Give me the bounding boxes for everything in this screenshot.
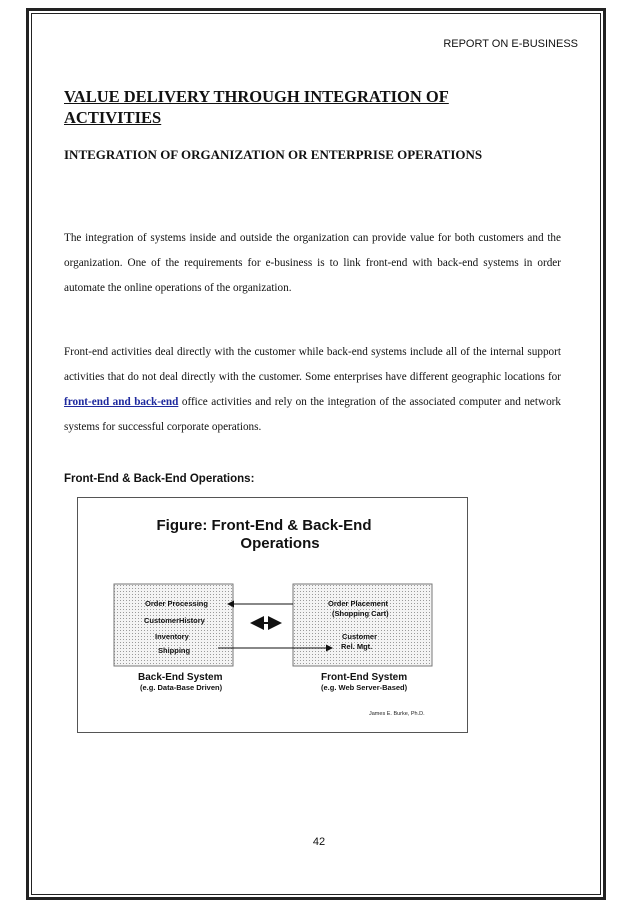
front-back-end-link[interactable]: front-end and back-end [64,396,179,408]
frontend-item-shopping-cart: (Shopping Cart) [332,609,389,618]
figure-credit: James E. Burke, Ph.D. [369,711,425,717]
paragraph-integration: The integration of systems inside and outside the organization can provide value for both customers and the organization. One of the requirements for e-business is to link front-end with back-end systems in order automate the online operations of the organization. [64,232,561,294]
paragraph-text-before: Front-end activities deal directly with the customer while back-end systems include all of the internal support activities that do not deal directly with the customer. Some enterprises have different geographic locations for [64,346,561,383]
figure-title-line2: Operations [240,535,320,552]
frontend-sub: (e.g. Web Server-Based) [321,683,408,692]
frontend-item-order-placement: Order Placement [328,599,389,608]
figure-title-line1: Figure: Front-End & Back-End [156,517,372,534]
figure-subheading: Front-End & Back-End Operations: [64,473,255,485]
frontend-item-rel-mgt: Rel. Mgt. [341,642,373,651]
paragraph-text-after: office activities and rely on the integration of the associated computer and network systems for successful corporate operations. [64,396,561,433]
subsection-heading: INTEGRATION OF ORGANIZATION OR ENTERPRISE OPERATIONS [64,147,483,162]
paragraph-front-back [64,340,561,440]
backend-item-customer-history: CustomerHistory [144,616,205,625]
figure-diagram [78,498,467,732]
section-heading: VALUE DELIVERY THROUGH INTEGRATION OF ACTIVITIES [64,87,449,127]
figure-front-back-end [77,497,468,733]
frontend-label: Front-End System [321,672,408,683]
backend-item-order-processing: Order Processing [145,599,208,608]
running-header: REPORT ON E-BUSINESS [443,38,578,50]
backend-sub: (e.g. Data-Base Driven) [140,683,223,692]
frontend-box [293,584,432,666]
backend-item-inventory: Inventory [155,632,189,641]
frontend-item-customer: Customer [342,632,378,641]
page-number: 42 [312,836,326,848]
backend-item-shipping: Shipping [158,646,191,655]
backend-label: Back-End System [138,672,223,683]
